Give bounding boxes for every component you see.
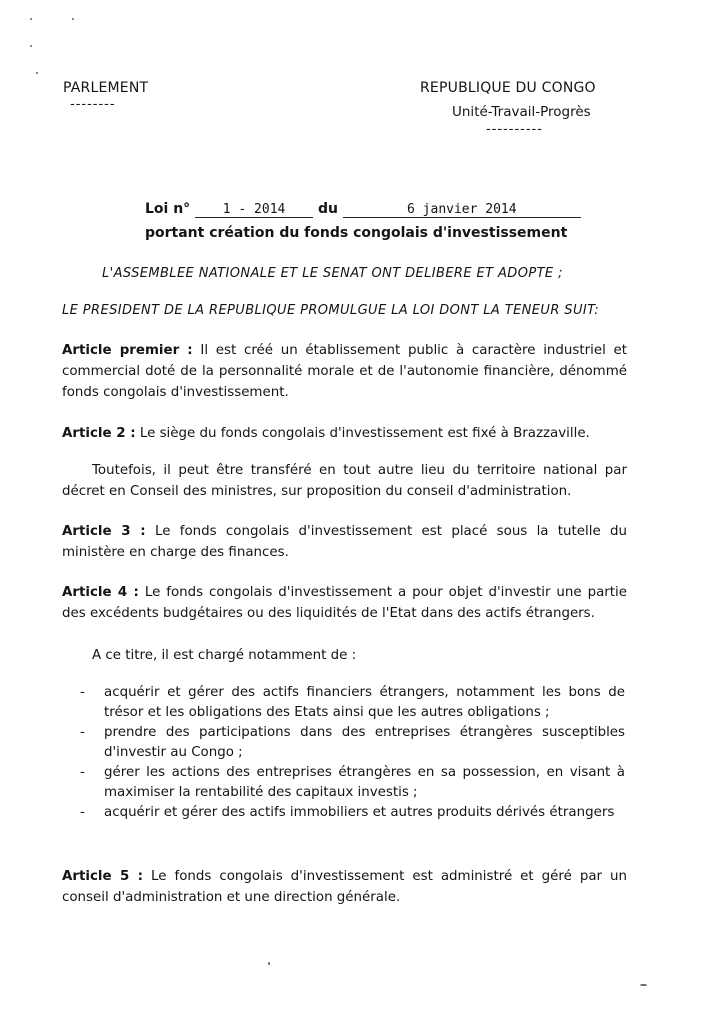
article-4-missions [80,683,625,823]
list-item [80,803,625,823]
preamble-adoption: L'ASSEMBLEE NATIONALE ET LE SENAT ONT DELIBERE ET ADOPTE ; [102,266,563,281]
article-4-label: Article 4 : [62,585,139,600]
law-title [145,201,581,218]
law-du: du [317,201,338,217]
article-3-label: Article 3 : [62,524,146,539]
scan-speck [30,45,32,47]
republic-heading: REPUBLIQUE DU CONGO [420,80,596,96]
scan-speck [640,984,647,986]
bullet-dash: - [80,725,85,740]
list-item-text: prendre des participations dans des entreprises étrangères susceptibles d'investir au Congo ; [104,725,625,760]
article-3 [62,521,627,563]
law-number: 1 - 2014 [195,202,313,218]
article-5 [62,866,627,908]
scan-speck [268,962,270,965]
parliament-heading: PARLEMENT [63,80,149,96]
article-2-text: Le siège du fonds congolais d'investissement est fixé à Brazzaville. [139,426,590,441]
national-motto: Unité-Travail-Progrès [452,104,591,120]
list-item-text: acquérir et gérer des actifs immobiliers et autres produits dérivés étrangers [104,805,615,820]
article-1-label: Article premier : [62,343,193,358]
bullet-dash: - [80,685,85,700]
scan-speck [30,18,32,20]
article-4-intro: A ce titre, il est chargé notamment de : [92,648,357,663]
list-item [80,683,625,723]
article-3-text: Le fonds congolais d'investissement est placé sous la tutelle du ministère en charge des finances. [62,524,627,560]
article-1 [62,340,627,403]
preamble-promulgation: LE PRESIDENT DE LA REPUBLIQUE PROMULGUE LA LOI DONT LA TENEUR SUIT: [62,303,600,318]
scan-speck [36,72,38,74]
article-4 [62,582,627,624]
article-2-continuation: Toutefois, il peut être transféré en tout autre lieu du territoire national par décret en Conseil des ministres, sur proposition du conseil d'administration. [62,463,627,499]
law-date: 6 janvier 2014 [343,202,581,218]
law-subtitle: portant création du fonds congolais d'investissement [145,225,568,241]
bullet-dash: - [80,805,85,820]
list-item-text: acquérir et gérer des actifs financiers étrangers, notamment les bons de trésor et les obligations des Etats ainsi que les autres obligations ; [104,685,625,720]
law-prefix: Loi n° [145,201,191,217]
article-5-text: Le fonds congolais d'investissement est administré et géré par un conseil d'administration et une direction générale. [62,869,627,905]
parliament-dashes: -------- [70,97,116,112]
article-1-text: Il est créé un établissement public à caractère industriel et commercial doté de la personnalité morale et de l'autonomie financière, dénommé fonds congolais d'investissement. [62,343,627,400]
list-item [80,723,625,763]
article-2 [62,423,627,444]
bullet-dash: - [80,765,85,780]
list-item [80,763,625,803]
scan-speck [72,18,74,20]
article-4-text: Le fonds congolais d'investissement a pour objet d'investir une partie des excédents budgétaires ou des liquidités de l'Etat dans des actifs étrangers. [62,585,627,621]
republic-dashes: ---------- [486,122,543,137]
list-item-text: gérer les actions des entreprises étrangères en sa possession, en visant à maximiser la rentabilité des capitaux investis ; [104,765,625,800]
article-2-label: Article 2 : [62,426,136,441]
article-5-label: Article 5 : [62,869,144,884]
